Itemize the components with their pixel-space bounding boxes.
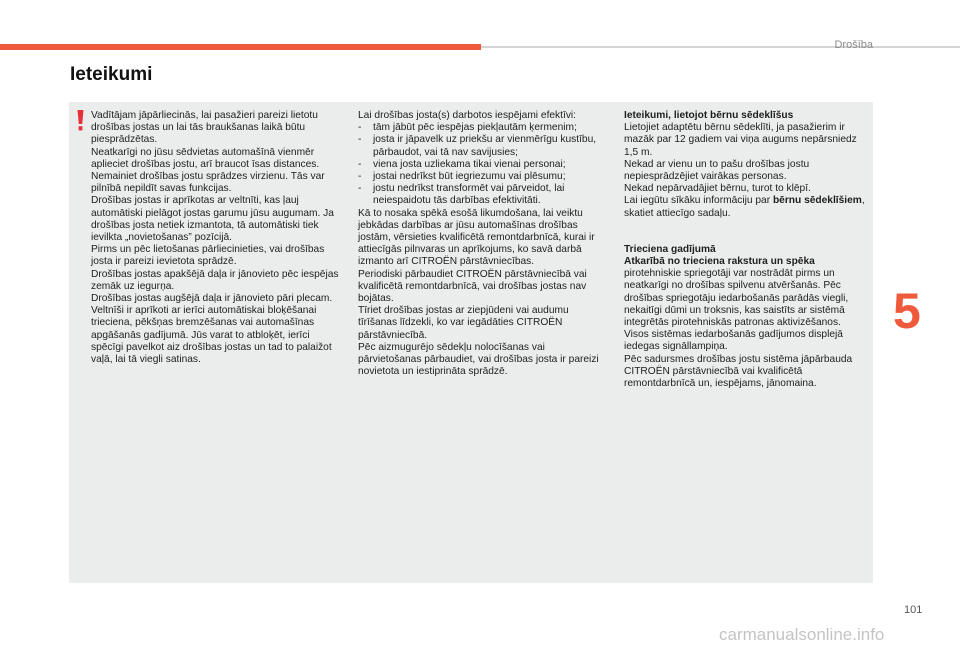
paragraph: pirotehniskie spriegotāji var nostrādāt pirms un neatkarīgi no drošības spilvenu atvēršanās. Pēc drošības spriegotāju iedarbošanās parādās viegli, nekaitīgi dūmi un troksnis, kas saistīts ar sistēmā integrētās pirotehniskās patronas aktivizēšanos. (624, 268, 849, 329)
belt-care-column (358, 110, 606, 378)
paragraph: Veltnīši ir aprīkoti ar ierīci automātiskai bloķēšanai trieciena, pēkšņas bremzēšanas vai automašīnas apgāšanās gadījumā. Jūs varat to atbloķēt, ierīci spēcīgi pavelkot aiz drošības jostas un tad to palaižot vaļā, lai tā viegli satinas. (91, 305, 332, 366)
paragraph: Pēc aizmugurējo sēdekļu nolocīšanas vai pārvietošanas pārbaudiet, vai drošības josta ir pareizi novietota un iestiprināta sprādzē. (358, 341, 599, 378)
subheading: Ieteikumi, lietojot bērnu sēdeklīšus (624, 110, 794, 121)
list-item: - jostu nedrīkst transformēt vai pārveidot, lai neiespaidotu tās darbības efektivitāti. (358, 183, 565, 207)
child-seat-column (624, 110, 870, 390)
cross-reference-link: bērnu sēdeklīšiem (772, 195, 862, 207)
warning-icon (76, 110, 85, 131)
header-rule (481, 46, 960, 48)
page-title: Ieteikumi (70, 64, 153, 85)
list-item: - tām jābūt pēc iespējas piekļautām ķermenim; (358, 122, 577, 134)
paragraph: Nemainiet drošības jostu sprādzes virzienu. Tās var pilnībā nepildīt savas funkcijas. (91, 171, 325, 195)
paragraph: Tīriet drošības jostas ar ziepjūdeni vai audumu tīrīšanas līdzekli, ko var iegādāties CITROËN pārstāvniecībā. (358, 305, 569, 341)
paragraph: Kā to nosaka spēkā esošā likumdošana, lai veiktu jebkādas darbības ar jūsu automašīnas drošības jostām, vērsieties kvalificētā remontdarbnīcā, kurai ir attiecīgās pilnvaras un aprīkojums, ko savā darbā izmanto arī CITROËN pārstāvniecības. (358, 207, 595, 268)
paragraph: Periodiski pārbaudiet CITROËN pārstāvniecībā vai kvalificētā remontdarbnīcā, vai drošības jostas nav bojātas. (358, 268, 587, 305)
paragraph: Drošības jostas apakšējā daļa ir jānovieto pēc iespējas zemāk uz iegurņa. (91, 268, 339, 292)
paragraph: Visos sistēmas iedarbošanās gadījumos displejā iedegas signāllampiņa. (624, 329, 843, 353)
intro-paragraph: Lai drošības josta(s) darbotos iespējami efektīvi: (358, 110, 577, 121)
warning-column (91, 110, 342, 366)
section-name: Drošība (834, 39, 873, 51)
paragraph: Nekad ar vienu un to pašu drošības jostu nepiesprādzējiet vairākas personas. (624, 158, 810, 183)
cross-reference: Lai iegūtu sīkāku informāciju par bērnu sēdeklīšiem, skatiet attiecīgo sadaļu. (624, 195, 865, 219)
dash-bullet-icon: - (358, 134, 362, 146)
dash-bullet-icon: - (358, 158, 362, 170)
paragraph: Drošības jostas augšējā daļa ir jānovieto pāri plecam. (91, 293, 333, 305)
watermark: carmanualsonline.info (719, 625, 885, 644)
paragraph: Neatkarīgi no jūsu sēdvietas automašīnā vienmēr aplieciet drošības jostu, arī braucot īsas distances. (91, 146, 320, 170)
paragraph: Nekad nepārvadājiet bērnu, turot to klēpī. (624, 183, 811, 195)
header-accent-bar (0, 44, 481, 50)
paragraph: Drošības jostas ir aprīkotas ar veltnīti, kas ļauj automātiski pielāgot jostas garumu jūsu augumam. Ja drošības josta netiek izmantota, tā automātiski tiek ievilkta „novietošanas” pozīcijā. (91, 195, 334, 244)
paragraph: Pēc sadursmes drošības jostu sistēma jāpārbauda CITROËN pārstāvniecībā vai kvalificētā remontdarbnīcā un, iespējams, jānomaina. (624, 353, 853, 390)
chapter-number: 5 (893, 283, 921, 339)
dash-bullet-icon: - (358, 183, 362, 195)
page-number: 101 (904, 604, 923, 616)
list-item: - josta ir jāpavelk uz priekšu ar vienmērīgu kustību, pārbaudot, vai tā nav savijusies; (358, 134, 597, 158)
paragraph: Pirms un pēc lietošanas pārliecinieties, vai drošības josta ir pareizi ievietota sprādzē. (91, 244, 325, 268)
paragraph: Lietojiet adaptētu bērnu sēdeklīti, ja pasažierim ir mazāk par 12 gadiem vai viņa augums nepārsniedz 1,5 m. (624, 122, 857, 158)
dash-bullet-icon: - (358, 171, 362, 183)
spacer (624, 220, 870, 244)
list-item: - viena josta uzliekama tikai vienai personai; (358, 158, 566, 170)
subheading: Trieciena gadījumā (624, 243, 716, 255)
list-item: - jostai nedrīkst būt iegriezumu vai plēsumu; (358, 171, 566, 183)
dash-bullet-icon: - (358, 122, 362, 134)
paragraph: Vadītājam jāpārliecinās, lai pasažieri pareizi lietotu drošības jostas un lai tās braukšanas laikā būtu piesprādzētas. (91, 110, 318, 146)
subheading: Atkarībā no trieciena rakstura un spēka (624, 256, 815, 268)
